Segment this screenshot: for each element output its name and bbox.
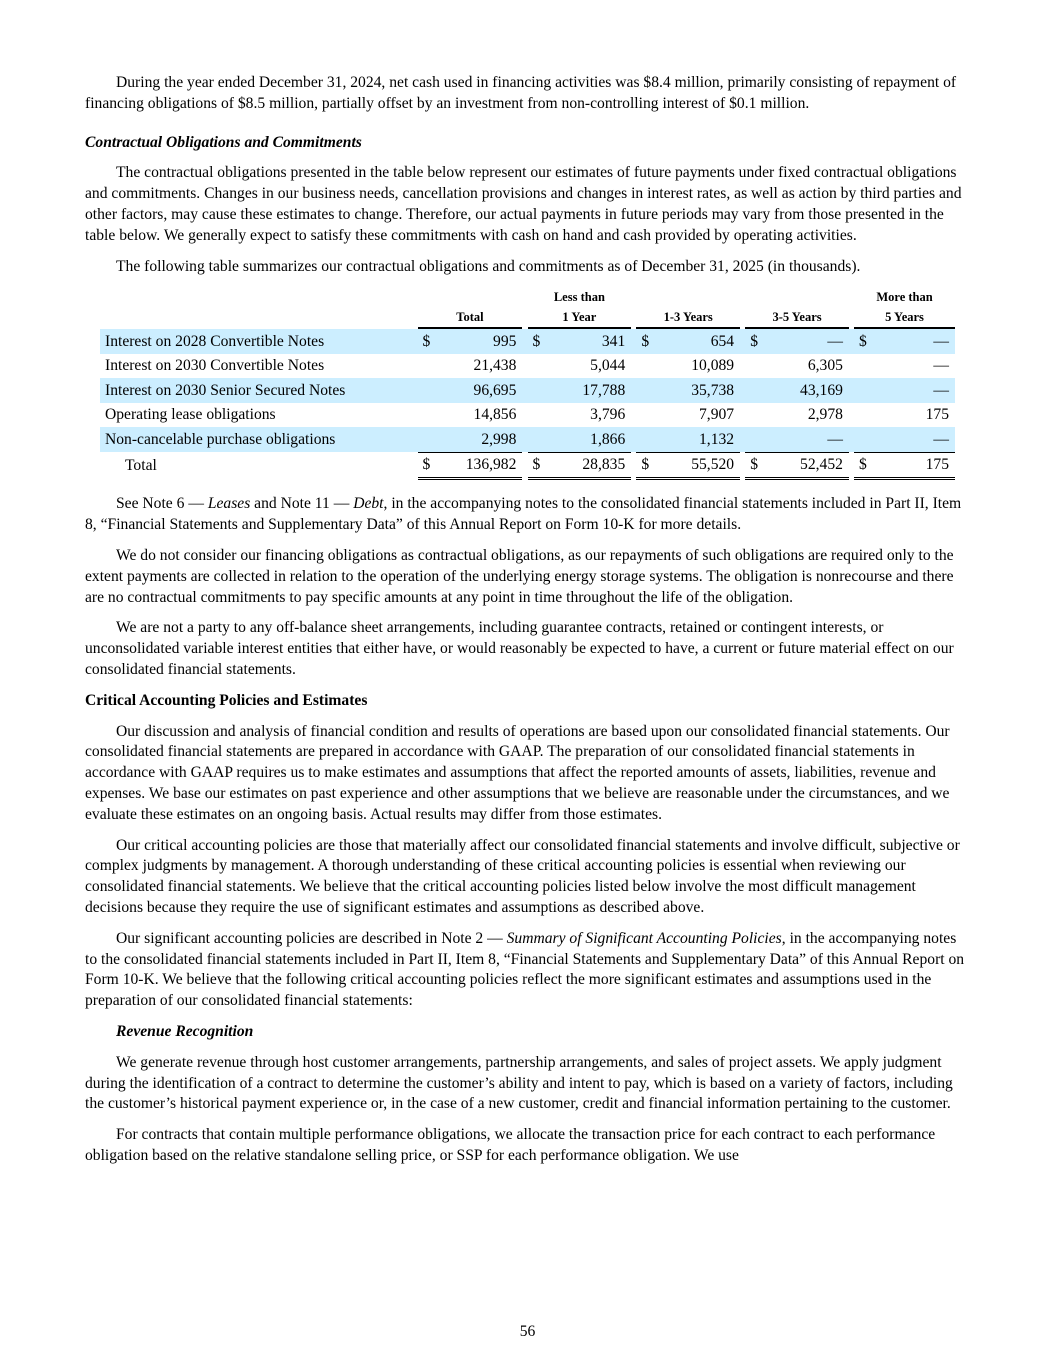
financing-paragraph: During the year ended December 31, 2024, net cash used in financing activities was $8.4 million, primarily consisting of repayment of financing obligations of $8.5 million, partially offset by an investment from non-controlling interest of $0.1 million. <box>85 74 957 112</box>
critical-paragraph-1: Our discussion and analysis of financial condition and results of operations are based upon our consolidated financial statements. Our consolidated financial statements are prepared in accordance with GAAP. The preparation of our consolidated financial statements in accordance with GAAP requires us to make estimates and assumptions that affect the reported amounts of assets, liabilities, revenue and expenses. We base our estimates on past experience and other assumptions that we believe are reasonable under the circumstances, and we evaluate these estimates on an ongoing basis. Actual results may differ from those estimates. <box>85 722 950 823</box>
table-row: Interest on 2030 Convertible Notes 21,438 5,044 10,089 6,305 — <box>105 357 949 375</box>
table-header-row <box>100 307 955 329</box>
financing-obligations-paragraph: We do not consider our financing obligations as contractual obligations, as our repayments of such obligations are required only to the extent payments are collected in relation to the operation of the underlying energy storage systems. The obligation is nonrecourse and there are no contractual commitments to pay specific amounts at any point in time throughout the life of the obligation. <box>85 546 954 606</box>
summary-policies-ref: Summary of Significant Accounting Policies <box>506 929 782 947</box>
header-total: Total <box>418 307 523 329</box>
critical-accounting-heading: Critical Accounting Policies and Estimates <box>85 691 368 709</box>
table-row: Operating lease obligations 14,856 3,796 7,907 2,978 175 <box>105 406 949 424</box>
header-3-5-years: 3-5 Years <box>745 307 849 329</box>
table-row: Non-cancelable purchase obligations 2,998 1,866 1,132 — — <box>100 427 955 452</box>
critical-paragraph-2: Our critical accounting policies are those that materially affect our consolidated financial statements and involve difficult, subjective or complex judgments by management. A thorough understanding of these critical accounting policies is essential when reviewing our consolidated financial statements. We believe that the critical accounting policies listed below involve the most difficult management decisions because they require the use of significant estimates and assumptions as described above. <box>85 836 960 916</box>
revenue-paragraph-2: For contracts that contain multiple performance obligations, we allocate the transaction price for each contract to each performance obligation based on the relative standalone selling price, or SSP for each performance obligation. We use <box>85 1126 936 1164</box>
header-more-than-top: More than <box>876 290 933 305</box>
header-1-3-years: 1-3 Years <box>636 307 740 329</box>
leases-note-ref: Leases <box>207 495 251 513</box>
header-less-than-top: Less than <box>553 290 605 305</box>
header-less-than-1-year: 1 Year <box>528 307 632 329</box>
table-intro-paragraph: The following table summarizes our contractual obligations and commitments as of December 31, 2025 (in thousands). <box>116 257 861 275</box>
significant-policies-paragraph: Our significant accounting policies are described in Note 2 — Summary of Significant Accounting Policies, in the accompanying notes to the consolidated financial statements included in Part II, Item 8, “Financial Statements and Supplementary Data” of this Annual Report on Form 10-K. We believe that the following critical accounting policies reflect the more significant estimates and assumptions used in the preparation of our consolidated financial statements: <box>85 929 965 1010</box>
revenue-paragraph-1: We generate revenue through host customer arrangements, partnership arrangements, and sales of project assets. We apply judgment during the identification of a contract to determine the customer’s ability and intent to pay, which is based on a variety of factors, including the customer’s historical payment experience or, in the case of a new customer, credit and financial information pertaining to the customer. <box>85 1053 953 1113</box>
see-note-paragraph: See Note 6 — Leases and Note 11 — Debt, in the accompanying notes to the consolidated financial statements included in Part II, Item 8, “Financial Statements and Supplementary Data” of this Annual Report on Form 10-K for more details. <box>85 495 962 534</box>
page-number: 56 <box>519 1323 536 1340</box>
revenue-recognition-heading: Revenue Recognition <box>116 1022 254 1040</box>
table-header-row-top <box>100 287 955 307</box>
contractual-intro-paragraph: The contractual obligations presented in the table below represent our estimates of future payments under fixed contractual obligations and commitments. Changes in our business needs, cancellation provisions and changes in interest rates, as well as action by third parties and other factors, may cause these estimates to change. Therefore, our actual payments in future periods may vary from those presented in the table below. We generally expect to satisfy these commitments with cash on hand and cash provided by operating activities. <box>85 164 962 244</box>
document-page <box>85 73 970 1177</box>
contractual-obligations-heading: Contractual Obligations and Commitments <box>85 133 362 151</box>
contractual-obligations-table <box>100 287 955 480</box>
table-row: Interest on 2030 Senior Secured Notes 96,695 17,788 35,738 43,169 — <box>100 378 955 403</box>
off-balance-paragraph: We are not a party to any off-balance sheet arrangements, including guarantee contracts, retained or contingent interests, or unconsolidated variable interest entities that either have, or would reasonably be expected to have, a current or future material effect on our consolidated financial statements. <box>85 619 954 678</box>
table-total-row: Total $ 136,982 $ 28,835 $ 55,520 $ 52,452 $ 175 <box>100 452 955 481</box>
table-row: Interest on 2028 Convertible Notes $ 995 $ 341 $ 654 $ — $ — <box>100 329 955 354</box>
header-more-than-5-years: 5 Years <box>854 307 955 329</box>
debt-note-ref: Debt <box>353 495 384 513</box>
